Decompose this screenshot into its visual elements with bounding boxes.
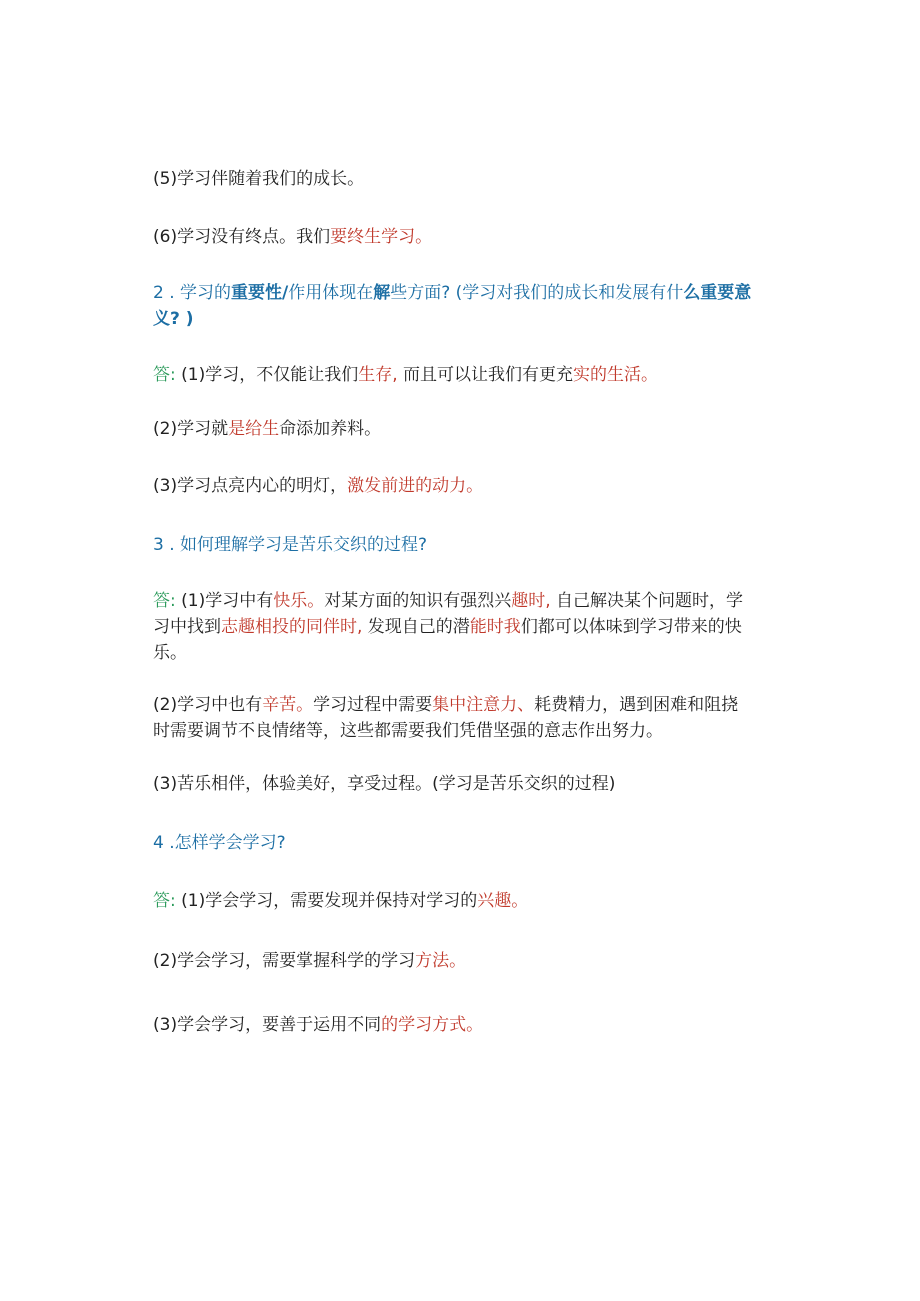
body-text: (3)学会学习，要善于运用不同 (153, 1015, 382, 1035)
body-text: 命添加养料。 (279, 419, 382, 439)
body-text: (1)学会学习，需要发现并保持对学习的 (181, 891, 478, 911)
answer-2-1 (153, 362, 753, 388)
answer-label: 答: (153, 365, 182, 385)
body-text: 自己解决某个问题时，学习中找到 (153, 591, 744, 637)
highlight-text: 兴趣。 (477, 891, 529, 911)
highlight-text: 集中注意力、 (432, 695, 535, 715)
question-text: 4 .怎样学会学习? (153, 833, 286, 853)
body-text: 对某方面的知识有强烈兴 (324, 591, 512, 611)
highlight-text: 激发前进的动力。 (347, 476, 484, 496)
answer-4-3 (153, 1012, 753, 1038)
answer-2-2 (153, 416, 753, 442)
body-text: (5)学习伴随着我们的成长。 (153, 169, 365, 189)
question-text: 些方面? (学习对我们的成长和发展有什 (390, 283, 684, 303)
highlight-text: 实的生活。 (573, 365, 659, 385)
question-emphasis: 重要性/ (231, 283, 289, 303)
answer-3-2 (153, 692, 753, 744)
highlight-text: 辛苦。 (262, 695, 314, 715)
body-text: 们都可以体味到学习带来的快乐。 (153, 617, 742, 663)
answer-4-1 (153, 888, 753, 914)
answer-label: 答: (153, 591, 182, 611)
body-text: (3)学习点亮内心的明灯， (153, 476, 348, 496)
body-text: (1)学习，不仅能让我们 (181, 365, 359, 385)
body-text: (2)学习就 (153, 419, 229, 439)
question-4 (153, 830, 753, 856)
highlight-text: 趣时, (511, 591, 551, 611)
highlight-text: 方法。 (415, 951, 467, 971)
highlight-text: 要终生学习。 (330, 227, 433, 247)
body-text: (1)学习中有 (181, 591, 274, 611)
answer-3-3 (153, 771, 753, 797)
highlight-text: 能时我 (469, 617, 521, 637)
body-text: (3)苦乐相伴，体验美好，享受过程。(学习是苦乐交织的过程) (153, 774, 616, 794)
answer-label: 答: (153, 891, 182, 911)
body-text: (6)学习没有终点。我们 (153, 227, 331, 247)
answer-2-3 (153, 473, 753, 499)
question-2 (153, 280, 753, 332)
body-text: 学习过程中需要 (313, 695, 433, 715)
point-5 (153, 166, 753, 192)
highlight-text: 生存, (358, 365, 398, 385)
question-3 (153, 532, 753, 558)
body-text: (2)学习中也有 (153, 695, 263, 715)
body-text: 发现自己的潜 (362, 617, 470, 637)
question-emphasis: 解 (373, 283, 391, 303)
highlight-text: 是给生 (228, 419, 280, 439)
answer-3-1 (153, 588, 753, 666)
point-6 (153, 224, 753, 250)
highlight-text: 的学习方式。 (381, 1015, 484, 1035)
question-text: 2 . 学习的 (153, 283, 232, 303)
body-text: 而且可以让我们有更充 (397, 365, 574, 385)
body-text: (2)学会学习，需要掌握科学的学习 (153, 951, 416, 971)
question-emphasis: 么重要意义? ) (153, 283, 752, 329)
highlight-text: 快乐。 (273, 591, 325, 611)
answer-4-2 (153, 948, 753, 974)
body-text: 耗费精力，遇到困难和阻挠时需要调节不良情绪等，这些都需要我们凭借坚强的意志作出努力。 (153, 695, 739, 741)
highlight-text: 志趣相投的同伴时, (221, 617, 363, 637)
question-text: 作用体现在 (288, 283, 374, 303)
question-text: 3 . 如何理解学习是苦乐交织的过程? (153, 535, 428, 555)
